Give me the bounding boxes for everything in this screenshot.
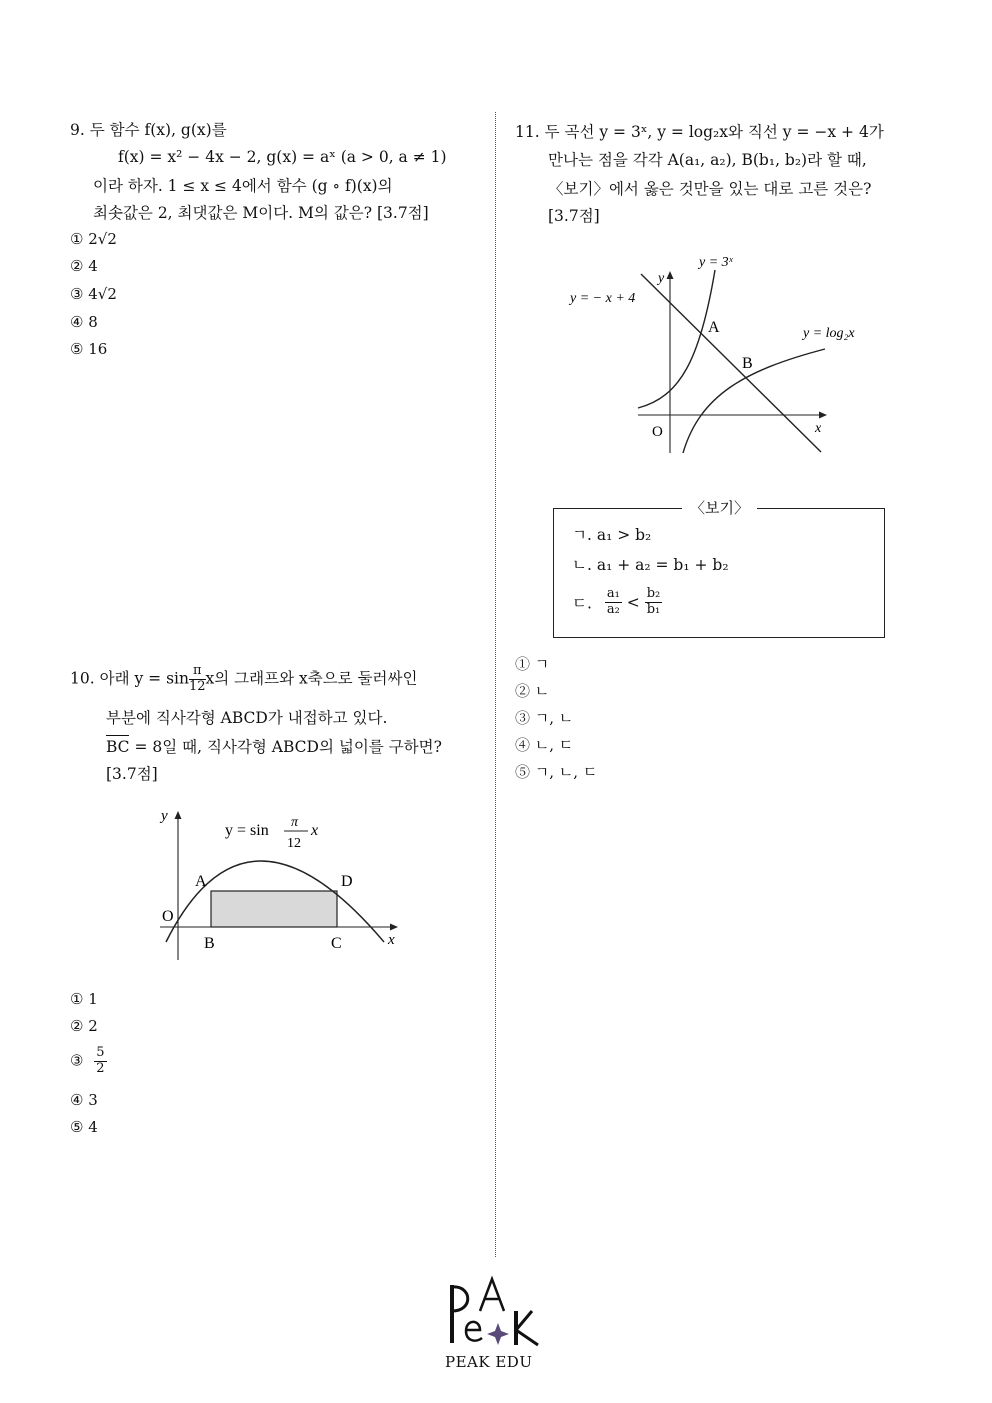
q11-text-1: 두 곡선 y = 3ˣ, y = log₂x와 직선 y = −x + 4가	[544, 123, 884, 141]
q10-y-label: y	[161, 808, 168, 824]
bogi-frac-1	[605, 587, 622, 618]
line-label: y = − x + 4	[570, 291, 636, 306]
q10-option-3-marker: ③	[70, 1051, 84, 1070]
bogi-frac-1-den: a₂	[606, 601, 620, 617]
q9-line-4: 최솟값은 2, 최댓값은 M이다. M의 값은? [3.7점]	[93, 204, 429, 222]
q11-option-3[interactable]: ③ ㄱ, ㄴ	[515, 709, 574, 727]
q10-text-1a: 아래 y = sin	[99, 669, 189, 688]
q10-opt3-num: 5	[96, 1045, 105, 1060]
q9-line-1	[70, 118, 227, 140]
bogi-frac-2-den: b₁	[646, 601, 661, 617]
bogi-item-2: ㄴ. a₁ + a₂ = b₁ + b₂	[572, 556, 729, 574]
point-a-label: A	[195, 873, 207, 890]
column-divider	[495, 112, 496, 1257]
q9-option-4[interactable]: ④ 8	[70, 313, 98, 331]
q11-line-2: 만나는 점을 각각 A(a₁, a₂), B(b₁, b₂)라 할 때,	[548, 151, 867, 169]
q10-curve-12: 12	[287, 836, 301, 851]
line-y-minus-x-plus-4	[641, 274, 821, 452]
q9-line-2: f(x) = x² − 4x − 2, g(x) = aˣ (a > 0, a ≠ 1)	[118, 148, 447, 166]
exp-curve	[638, 270, 715, 408]
bogi-title: 〈보기〉	[682, 497, 757, 518]
rectangle-abcd	[211, 891, 337, 927]
q11-point-a-label: A	[708, 319, 720, 336]
q11-line-1	[515, 120, 884, 142]
q11-line-4: [3.7점]	[548, 207, 600, 225]
q10-option-2[interactable]: ② 2	[70, 1017, 98, 1035]
q10-text-1b: x의 그래프와 x축으로 둘러싸인	[205, 669, 418, 688]
point-b-label: B	[204, 935, 215, 952]
q11-option-5[interactable]: ⑤ ㄱ, ㄴ, ㄷ	[515, 763, 598, 781]
q10-graph	[150, 800, 410, 965]
q10-line-3: BC = 8일 때, 직사각형 ABCD의 넓이를 구하면?	[106, 738, 442, 756]
peak-logo-mark	[440, 1275, 555, 1350]
bogi-item-1: ㄱ. a₁ > b₂	[572, 526, 652, 544]
q9-option-3[interactable]: ③ 4√2	[70, 285, 117, 303]
bogi-box	[553, 508, 885, 638]
q11-origin-label: O	[652, 424, 663, 440]
peak-edu-text: PEAK EDU	[445, 1353, 533, 1371]
q10-option-4[interactable]: ④ 3	[70, 1091, 98, 1109]
q10-line-4: [3.7점]	[106, 765, 158, 783]
q11-number: 11.	[515, 123, 540, 141]
q10-line-2: 부분에 직사각형 ABCD가 내접하고 있다.	[106, 709, 388, 727]
q11-x-arrow	[819, 412, 827, 419]
q9-text-1: 두 함수 f(x), g(x)를	[89, 121, 227, 139]
q10-origin-label: O	[162, 908, 174, 925]
bogi-frac-2-num: b₂	[646, 586, 661, 601]
q10-option-1[interactable]: ① 1	[70, 990, 98, 1008]
q10-opt3-den: 2	[96, 1060, 105, 1076]
q10-option-5[interactable]: ⑤ 4	[70, 1118, 98, 1136]
q10-line-1	[70, 664, 417, 695]
exp-curve-label: y = 3ˣ	[699, 255, 733, 270]
q9-option-2[interactable]: ② 4	[70, 257, 98, 275]
q10-option-3-fraction	[94, 1046, 106, 1077]
q9-line-3: 이라 하자. 1 ≤ x ≤ 4에서 함수 (g ∘ f)(x)의	[93, 177, 393, 195]
bogi-item-3-marker: ㄷ.	[572, 594, 592, 613]
q10-fraction	[189, 664, 206, 695]
log-curve-label: y = log₂x	[803, 326, 855, 341]
bogi-item-3	[572, 587, 662, 618]
q9-option-5[interactable]: ⑤ 16	[70, 340, 108, 358]
q10-frac-den: 12	[188, 678, 206, 694]
q11-option-2[interactable]: ② ㄴ	[515, 682, 550, 700]
q9-number: 9.	[70, 121, 85, 139]
bogi-less-than: <	[626, 593, 640, 612]
q10-y-arrow	[175, 811, 182, 819]
bogi-frac-2	[645, 587, 663, 618]
bc-overline	[106, 735, 129, 736]
q10-x-arrow	[390, 924, 398, 931]
log-curve	[683, 349, 825, 453]
q10-option-3[interactable]	[70, 1046, 107, 1077]
q10-curve-label: y = sin	[225, 822, 269, 839]
q11-point-b-label: B	[742, 355, 753, 372]
point-c-label: C	[331, 935, 342, 952]
q11-option-1[interactable]: ① ㄱ	[515, 655, 550, 673]
q10-x-label: x	[388, 932, 395, 948]
q11-option-4[interactable]: ④ ㄴ, ㄷ	[515, 736, 574, 754]
q10-frac-num: π	[189, 664, 206, 680]
point-d-label: D	[341, 873, 353, 890]
q11-graph	[565, 245, 885, 460]
bogi-frac-1-num: a₁	[606, 586, 620, 601]
peak-edu-logo	[440, 1275, 555, 1375]
q9-option-1[interactable]: ① 2√2	[70, 230, 117, 248]
q11-line-3: 〈보기〉에서 옳은 것만을 있는 대로 고른 것은?	[548, 180, 872, 198]
q10-curve-x: x	[311, 822, 319, 839]
q11-y-arrow	[667, 271, 674, 279]
q11-y-label: y	[658, 271, 665, 286]
q11-x-label: x	[815, 421, 822, 436]
q10-number: 10.	[70, 669, 95, 688]
q10-curve-pi: π	[291, 815, 299, 830]
